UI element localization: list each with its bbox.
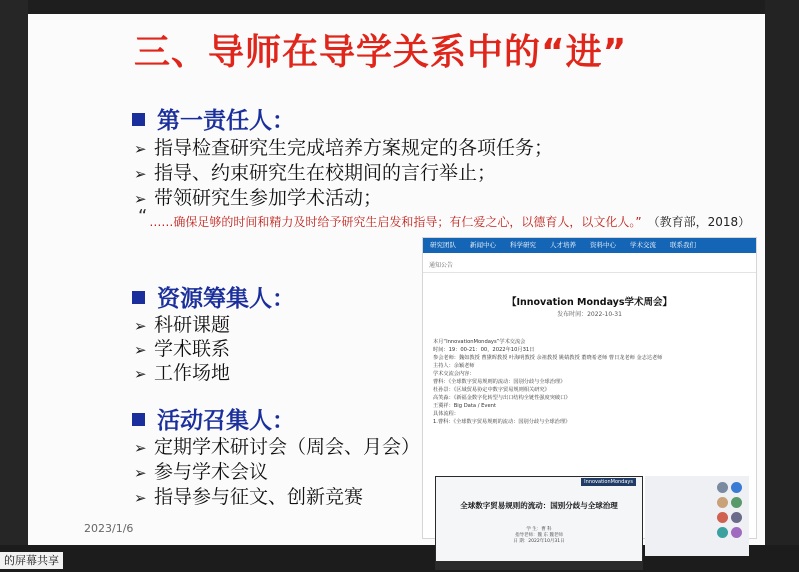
article-line: 参会老师：魏如教授 曹黛晖教授 叶海明教授 余祖教授 姚婧教授 董晓希老师 曹日龙老师 金志达老师 <box>433 355 663 361</box>
article-line: 高笑淼：《新福金数字化转型与出口结构全链性强度突破口》 <box>433 395 571 401</box>
arrow-bullet-icon: ➢ <box>134 439 147 457</box>
nav-item: 学术交流 <box>630 241 656 249</box>
avatar <box>731 482 742 493</box>
square-bullet-icon <box>132 413 145 426</box>
article-line: 具体流程： <box>433 411 459 417</box>
list-item: ➢ 科研课题 <box>134 314 231 336</box>
arrow-bullet-icon: ➢ <box>134 190 147 208</box>
window-top-bar <box>0 0 799 14</box>
article-line: 1.曹科：《全球数字贸易规则的流动：国别分歧与全球治理》 <box>433 419 571 425</box>
breadcrumb: 通知公告 <box>429 262 454 269</box>
article-line: 曹科：《全球数字贸易规则的流动：国别分歧与全球治理》 <box>433 379 566 385</box>
arrow-bullet-icon: ➢ <box>134 140 147 158</box>
avatar <box>731 497 742 508</box>
nav-item: 资料中心 <box>590 241 616 249</box>
article-line: 学术交流会内容： <box>433 371 475 377</box>
article-line: 杜孙景：《区域贸易协定中数字贸易规则相关研究》 <box>433 387 550 393</box>
video-toolbar <box>436 561 642 569</box>
article-line: 本月“InnovationMondays”学术交流会 <box>433 339 526 345</box>
arrow-bullet-icon: ➢ <box>134 165 147 183</box>
presentation-slide <box>28 14 765 545</box>
nav-item: 新闻中心 <box>470 241 496 249</box>
square-bullet-icon <box>132 113 145 126</box>
window-left-bar <box>0 0 28 572</box>
meeting-video-frame <box>435 476 643 570</box>
square-bullet-icon <box>132 291 145 304</box>
article-date: 发布时间：2022-10-31 <box>557 311 622 318</box>
participant-thumbnails <box>645 476 749 556</box>
list-item: ➢ 定期学术研讨会（周会、月会） <box>134 436 421 458</box>
policy-quote: “ ……确保足够的时间和精力及时给予研究生启发和指导；有仁爱之心，以德育人，以文化人。” （教育部，2018） <box>138 206 751 229</box>
list-item: ➢ 参与学术会议 <box>134 461 269 483</box>
divider <box>423 272 756 273</box>
list-item: ➢ 工作场地 <box>134 362 231 384</box>
video-slide-meta: 学 生：曹 科 指导老师：魏 东 魏老师 日 期：2022年10月31日 <box>513 527 565 544</box>
slide-date: 2023/1/6 <box>84 522 134 535</box>
video-slide-title: 全球数字贸易规则的流动：国别分歧与全球治理 <box>460 501 618 510</box>
avatar <box>731 512 742 523</box>
section-heading-organizer: 活动召集人： <box>132 402 295 435</box>
article-line: 主持人：余颖老师 <box>433 363 475 369</box>
list-item: ➢ 带领研究生参加学术活动； <box>134 187 383 209</box>
article-body <box>433 338 753 426</box>
nav-item: 人才培养 <box>550 241 576 249</box>
avatar <box>717 482 728 493</box>
list-item: ➢ 指导、约束研究生在校期间的言行举止； <box>134 162 497 184</box>
nav-item: 联系我们 <box>670 241 696 249</box>
nav-item: 科学研究 <box>510 241 536 249</box>
arrow-bullet-icon: ➢ <box>134 489 147 507</box>
section-heading-resources: 资源筹集人： <box>132 280 295 313</box>
window-right-bar <box>765 0 799 572</box>
list-item: ➢ 指导参与征文、创新竞赛 <box>134 486 364 508</box>
avatar <box>717 497 728 508</box>
article-line: 时间：19：00-21：00，2022年10月31日 <box>433 347 535 353</box>
screen-share-label[interactable]: 的屏幕共享 <box>0 552 63 569</box>
website-nav-bar <box>423 238 756 253</box>
article-line: 王冀祥：Big Data / Event <box>433 403 496 409</box>
list-item: ➢ 学术联系 <box>134 338 231 360</box>
avatar <box>731 527 742 538</box>
slide-title: 三、导师在导学关系中的“进” <box>134 32 628 73</box>
embedded-web-screenshot <box>422 237 757 544</box>
avatar <box>717 512 728 523</box>
list-item: ➢ 指导检查研究生完成培养方案规定的各项任务； <box>134 137 554 159</box>
quote-source: （教育部，2018） <box>647 215 751 229</box>
section-heading-responsible: 第一责任人： <box>132 102 295 135</box>
arrow-bullet-icon: ➢ <box>134 341 147 359</box>
nav-item: 研究团队 <box>430 241 456 249</box>
article-title: 【Innovation Mondays学术周会】 <box>506 297 673 308</box>
avatar <box>717 527 728 538</box>
arrow-bullet-icon: ➢ <box>134 365 147 383</box>
arrow-bullet-icon: ➢ <box>134 464 147 482</box>
arrow-bullet-icon: ➢ <box>134 317 147 335</box>
video-tag: InnovationMondays <box>581 478 636 486</box>
